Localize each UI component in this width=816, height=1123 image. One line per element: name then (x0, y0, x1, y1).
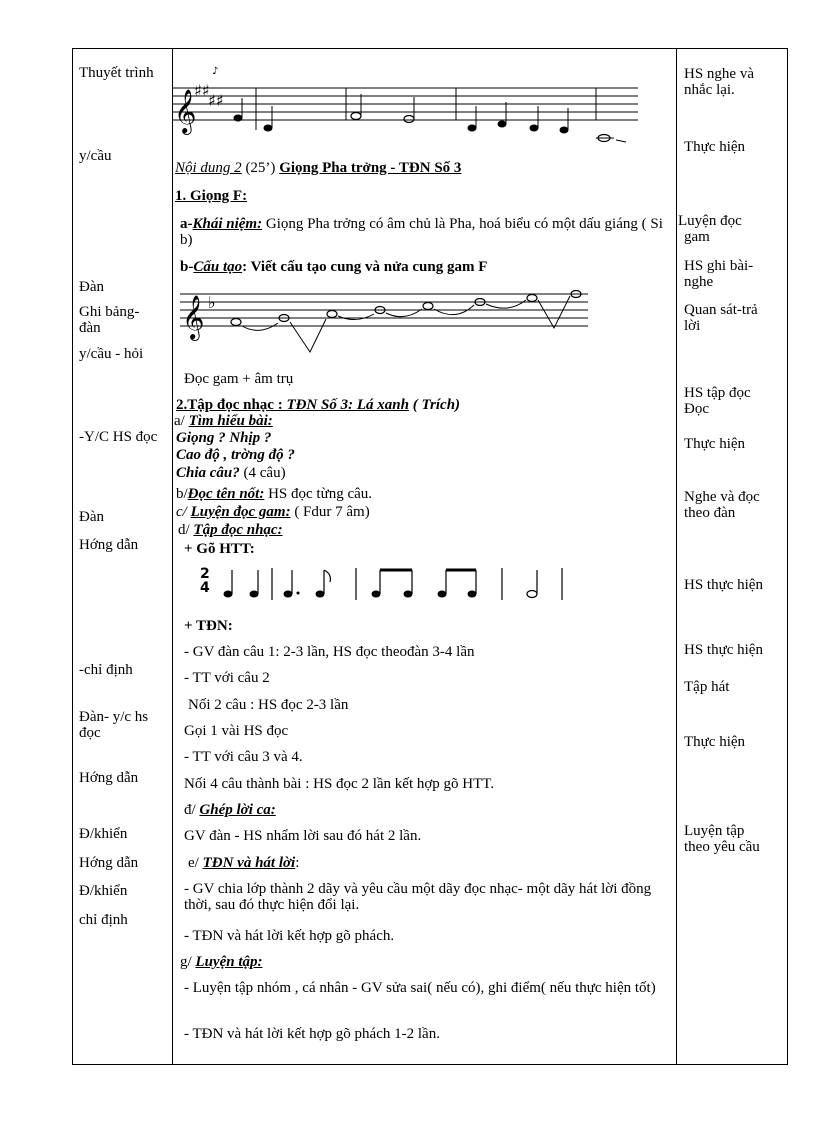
list-prefix: b/ (176, 486, 188, 502)
column-divider-left (172, 48, 173, 1065)
left-cell-text: Đ/khiển (79, 883, 128, 899)
list-prefix: e/ (188, 855, 203, 871)
section-2-heading (176, 397, 460, 413)
music-staff-f-major (180, 278, 590, 358)
left-cell-text: Đàn (79, 509, 104, 525)
activity-line: - GV chia lớp thành 2 dãy và yêu cầu một dãy đọc nhạc- một dãy hát lời đồng thời, sau đó thực hiện đổi lại. (184, 881, 652, 913)
right-cell-text: HS thực hiện (684, 642, 763, 658)
activity-line: Nối 2 câu : HS đọc 2-3 lần (188, 697, 349, 713)
right-cell-text: HS tập đọc (684, 385, 751, 401)
right-cell-text: Nghe và đọc (684, 489, 760, 505)
right-cell-text: Quan sát-trả (684, 302, 758, 318)
activity-line: - TT với câu 2 (184, 670, 270, 686)
activity-line: - TT với câu 3 và 4. (184, 749, 303, 765)
activity-line: - TĐN và hát lời kết hợp gõ phách. (184, 928, 395, 944)
left-cell-text: Đ/khiển (79, 826, 128, 842)
left-cell-text: Đàn- y/c hs (79, 709, 149, 725)
khai-niem-text: Giọng Pha trởng có âm chủ là Pha, hoá biểu có một dấu giáng ( Si b) (180, 216, 663, 248)
svg-text:♪: ♪ (212, 66, 219, 77)
tim-hieu-bai-line (174, 413, 273, 429)
right-cell-text: Thực hiện (684, 139, 746, 155)
doc-gam-text: Đọc gam + âm trụ (184, 371, 294, 387)
cau-tao-line (180, 259, 487, 275)
svg-text:𝄞: 𝄞 (182, 295, 205, 339)
right-cell-text: HS ghi bài- (684, 258, 754, 274)
svg-text:♯♯: ♯♯ (194, 81, 210, 100)
luyen-tap-label: Luyện tập: (195, 954, 263, 970)
tap-doc-nhac-label: Tập đọc nhạc: (193, 522, 283, 538)
cau-tao-text: : Viết cấu tạo cung và nửa cung gam F (242, 259, 488, 275)
activity-line: - GV đàn câu 1: 2-3 lần, HS đọc theođàn 3-4 lần (184, 644, 475, 660)
khai-niem-label: Khái niệm: (192, 216, 263, 232)
left-cell-text: y/cầu - hỏi (79, 346, 144, 362)
cau-tao-label: Cấu tạo (193, 259, 243, 275)
right-cell-text: Luyện đọc (678, 213, 742, 229)
right-cell-text: Tập hát (684, 679, 730, 695)
tap-doc-nhac-line (178, 522, 283, 538)
list-prefix: a/ (174, 413, 189, 429)
right-cell-text: nhắc lại. (684, 82, 735, 98)
right-cell-text: Luyện tập (684, 823, 745, 839)
tdn-heading: + TĐN: (184, 618, 233, 634)
left-cell-text: đọc (79, 725, 101, 741)
time-note: (25’) (241, 160, 280, 176)
tim-hieu-bai-label: Tìm hiểu bài: (188, 413, 273, 429)
question-text: Chia câu? (176, 465, 240, 481)
luyen-doc-gam-label: Luyện đọc gam: (190, 504, 291, 520)
left-cell-text: -Y/C HS đọc (79, 429, 158, 445)
list-prefix: a- (180, 216, 193, 232)
left-cell-text: Thuyết trình (79, 65, 154, 81)
music-staff-sharps (172, 58, 642, 148)
list-prefix: d/ (178, 522, 194, 538)
time-signature-top: 2 (200, 566, 210, 582)
right-cell-text: theo đàn (684, 505, 736, 521)
section-2-label: 2.Tập đọc nhạc : (176, 397, 287, 413)
left-cell-text: chỉ định (79, 912, 128, 928)
right-cell-text: HS nghe và (684, 66, 754, 82)
luyen-doc-gam-text: ( Fdur 7 âm) (290, 504, 370, 520)
svg-text:♯♯: ♯♯ (208, 91, 224, 110)
left-cell-text: Hớng dẫn (79, 770, 139, 786)
right-cell-text: Thực hiện (684, 436, 746, 452)
doc-ten-not-line (176, 486, 372, 502)
ghep-loi-ca-label: Ghép lời ca: (199, 802, 276, 818)
list-prefix: g/ (180, 954, 196, 970)
list-prefix: c/ (176, 504, 191, 520)
right-cell-text: HS thực hiện (684, 577, 763, 593)
tdn-hat-loi-label: TĐN và hát lời (202, 855, 296, 871)
right-cell-text: Đọc (684, 401, 709, 417)
khai-niem-paragraph (180, 216, 670, 248)
activity-line: - Luyện tập nhóm , cá nhân - GV sửa sai( nếu có), ghi điểm( nếu thực hiện tốt) (184, 980, 656, 996)
luyen-tap-line (180, 954, 263, 970)
right-cell-text: nghe (684, 274, 714, 290)
right-cell-text: lời (684, 318, 701, 334)
right-cell-text: gam (684, 229, 710, 245)
punctuation: : (295, 855, 300, 871)
doc-ten-not-text: HS đọc từng câu. (264, 486, 373, 502)
question-line (176, 465, 286, 481)
question-text: Cao độ , trờng độ ? (176, 447, 295, 463)
rhythm-line (196, 560, 586, 610)
svg-text:♭: ♭ (208, 293, 216, 312)
left-cell-text: y/cầu (79, 148, 112, 164)
section-2-title: TĐN Số 3: Lá xanh (286, 397, 409, 413)
left-cell-text: Hớng dẫn (79, 537, 139, 553)
activity-line: Gọi 1 vài HS đọc (184, 723, 289, 739)
right-cell-text: Thực hiện (684, 734, 746, 750)
doc-ten-not-label: Đọc tên nốt: (187, 486, 265, 502)
left-cell-text: Ghi bảng- (79, 304, 140, 320)
luyen-doc-gam-line (176, 504, 370, 520)
left-cell-text: Hớng dẫn (79, 855, 139, 871)
question-text: Giọng ? Nhịp ? (176, 430, 272, 446)
left-cell-text: -chỉ định (79, 662, 133, 678)
question-note: (4 câu) (239, 465, 286, 481)
content-heading (175, 160, 461, 176)
activity-line: GV đàn - HS nhẩm lời sau đó hát 2 lần. (184, 828, 422, 844)
section-2-subtitle: ( Trích) (408, 397, 461, 413)
left-cell-text: Đàn (79, 279, 104, 295)
go-htt-heading: + Gõ HTT: (184, 541, 255, 557)
list-prefix: đ/ (184, 802, 200, 818)
noi-dung-label: Nội dung 2 (175, 160, 242, 176)
list-prefix: b- (180, 259, 194, 275)
lesson-title: Giọng Pha trởng - TĐN Số 3 (279, 160, 462, 176)
svg-text:𝄞: 𝄞 (174, 89, 197, 133)
left-cell-text: đàn (79, 320, 101, 336)
ghep-loi-ca-line (184, 802, 276, 818)
section-1-title: 1. Giọng F: (175, 188, 248, 204)
activity-line: - TĐN và hát lời kết hợp gõ phách 1-2 lần. (184, 1026, 440, 1042)
right-cell-text: theo yêu cầu (684, 839, 760, 855)
activity-line: Nối 4 câu thành bài : HS đọc 2 lần kết hợp gõ HTT. (184, 776, 495, 792)
column-divider-right (676, 48, 677, 1065)
time-signature-bottom: 4 (200, 580, 210, 596)
tdn-hat-loi-line (188, 855, 299, 871)
